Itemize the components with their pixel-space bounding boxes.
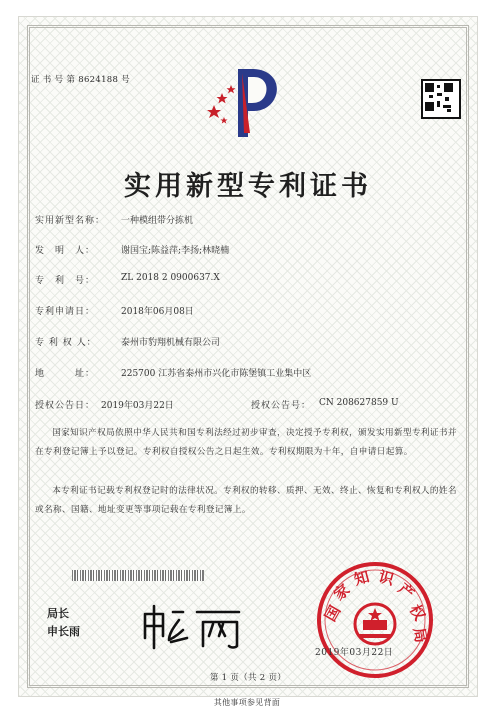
cert-no-suffix: 号 — [121, 75, 131, 85]
field-label-filing-date: 专利申请日： — [35, 307, 96, 317]
official-seal-icon — [315, 560, 435, 680]
field-value-filing-date: 2018年06月08日 — [121, 307, 194, 317]
svg-text:识: 识 — [376, 567, 396, 589]
seal-date: 2019年03月22日 — [315, 648, 394, 658]
field-label-address: 地 址： — [35, 369, 96, 379]
footer-note: 其他事项参见背面 — [213, 698, 281, 707]
director-title: 局长 — [47, 607, 69, 620]
legal-status-statement: 本专利证书记载专利权登记时的法律状况。专利权的转移、质押、无效、终止、恢复和专利权人的姓名或名称、国籍、地址变更等事项记载在专利登记簿上。 — [35, 486, 457, 515]
grant-no-label: 授权公告号： — [251, 401, 312, 411]
grant-date-value: 2019年03月22日 — [101, 401, 174, 411]
director-signature — [139, 602, 249, 652]
cert-no-value: 8624188 — [78, 75, 119, 85]
field-value-inventor: 谢国宝;陈益萍;李扬;林晓楠 — [121, 246, 230, 256]
svg-text:国: 国 — [321, 602, 345, 625]
svg-text:局: 局 — [409, 626, 431, 645]
grant-no-value: CN 208627859 U — [319, 398, 399, 408]
field-label-inventor: 发 明 人： — [35, 246, 96, 256]
grant-date-label: 授权公告日： — [35, 401, 96, 411]
field-value-patent-no: ZL 2018 2 0900637.X — [121, 273, 220, 283]
field-label-name: 实用新型名称： — [35, 216, 106, 226]
certificate-title: 实用新型专利证书 — [124, 171, 372, 202]
patent-certificate — [18, 16, 478, 697]
certificate-number — [31, 73, 130, 85]
field-value-name: 一种模组带分拣机 — [121, 216, 194, 226]
director-name: 申长雨 — [47, 625, 80, 638]
qr-code — [421, 79, 461, 119]
cnipa-logo-icon — [204, 63, 294, 143]
barcode — [72, 570, 204, 581]
svg-text:知: 知 — [352, 567, 372, 589]
field-value-address: 225700 江苏省泰州市兴化市陈堡镇工业集中区 — [121, 369, 312, 379]
svg-text:权: 权 — [405, 601, 429, 624]
svg-text:产: 产 — [394, 579, 418, 603]
field-value-patentee: 泰州市豹翔机械有限公司 — [121, 338, 221, 348]
field-label-patentee: 专 利 权 人： — [35, 338, 97, 348]
cert-no-label: 证 书 号 第 — [31, 75, 76, 85]
page-number: 第 1 页（共 2 页） — [209, 673, 287, 683]
svg-text:家: 家 — [330, 580, 354, 604]
field-label-patent-no: 专 利 号： — [35, 276, 96, 286]
grant-statement: 国家知识产权局依照中华人民共和国专利法经过初步审查，决定授予专利权，颁发实用新型专利证书并在专利登记簿上予以登记。专利权自授权公告之日起生效。专利权期限为十年，自申请日起算。 — [35, 428, 457, 457]
